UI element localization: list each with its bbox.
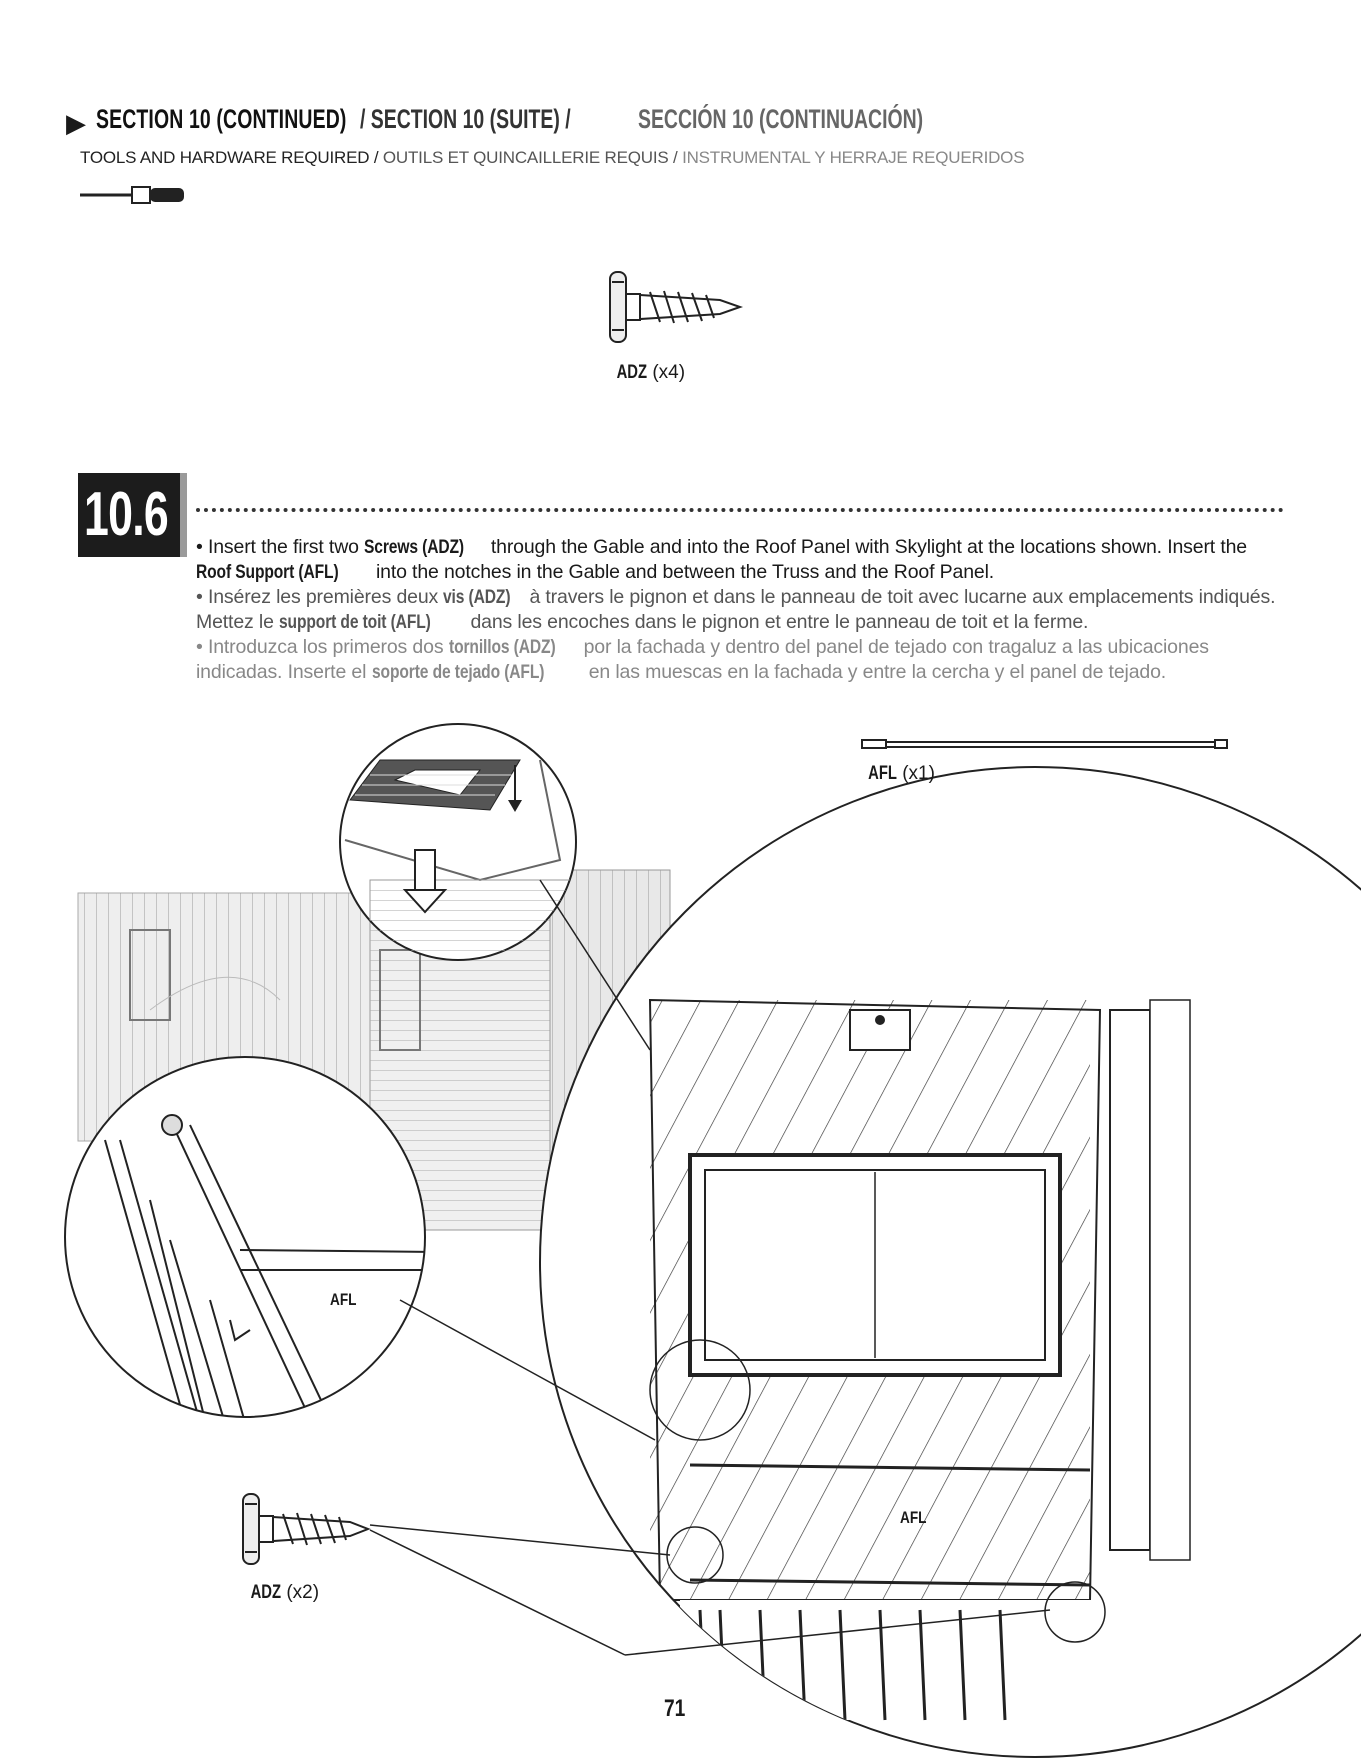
en-text-2: through the Gable and into the Roof Panel with Skylight at the locations shown. Insert the bbox=[485, 536, 1248, 558]
fr-bold-vis: vis (ADZ) bbox=[443, 586, 511, 608]
screw-icon-top bbox=[610, 272, 740, 342]
section-title-fr: SECTION 10 (SUITE) bbox=[370, 104, 560, 134]
fr-text-3: dans les encoches dans le pignon et entre le panneau de toit et la ferme. bbox=[465, 611, 1089, 633]
es-bold-soporte: soporte de tejado (AFL) bbox=[371, 661, 544, 683]
play-arrow-icon: ▶ bbox=[66, 108, 86, 139]
section-title-en: SECTION 10 (CONTINUED) bbox=[96, 104, 347, 134]
es-bold-tornillos: tornillos (ADZ) bbox=[448, 636, 556, 658]
fr-bold-support: support de toit (AFL) bbox=[279, 611, 431, 633]
tools-fr: OUTILS ET QUINCAILLERIE REQUIS bbox=[382, 148, 669, 167]
section-title-es: SECCIÓN 10 (CONTINUACIÓN) bbox=[638, 104, 924, 134]
part-code: ADZ bbox=[616, 362, 648, 383]
tools-sep-1: / bbox=[369, 148, 383, 167]
roof-support-rod-icon bbox=[862, 740, 1227, 748]
tools-es: INSTRUMENTAL Y HERRAJE REQUERIDOS bbox=[682, 148, 1025, 167]
tools-en: TOOLS AND HARDWARE REQUIRED bbox=[80, 148, 370, 167]
part-label-adz-bottom bbox=[242, 1582, 319, 1604]
part-label-afl bbox=[860, 763, 935, 785]
part-qty: (x4) bbox=[652, 362, 686, 383]
page-number: 71 bbox=[664, 1695, 686, 1722]
fr-text-2: à travers le pignon et dans le panneau de toit avec lucarne aux emplacements indiqués. Mettez le bbox=[196, 586, 1276, 633]
part-code: ADZ bbox=[250, 1582, 282, 1603]
part-code: AFL bbox=[868, 763, 897, 784]
en-text-1: • Insert the first two bbox=[196, 536, 365, 558]
es-text-3: en las muescas en la fachada y entre la cercha y el panel de tejado. bbox=[583, 661, 1167, 683]
es-text-1: • Introduzca los primeros dos bbox=[196, 636, 449, 658]
callout-afl-right: AFL bbox=[900, 1508, 927, 1527]
screw-icon-bottom bbox=[243, 1494, 368, 1564]
part-qty: (x2) bbox=[286, 1582, 320, 1603]
title-sep-2: / bbox=[559, 104, 571, 134]
fr-text-1: • Insérez les premières deux bbox=[196, 586, 444, 608]
part-qty: (x1) bbox=[902, 763, 935, 784]
callout-afl-left: AFL bbox=[330, 1290, 357, 1309]
tools-sep-2: / bbox=[668, 148, 683, 167]
title-sep-1: / bbox=[360, 104, 371, 134]
step-number: 10.6 bbox=[84, 480, 169, 549]
en-text-3: into the notches in the Gable and between the Truss and the Roof Panel. bbox=[370, 561, 995, 583]
part-label-adz-top bbox=[608, 362, 685, 384]
en-bold-roof-support: Roof Support (AFL) bbox=[196, 561, 339, 583]
en-bold-screws: Screws (ADZ) bbox=[364, 536, 465, 558]
screwdriver-icon bbox=[80, 187, 184, 203]
es-text-2: por la fachada y dentro del panel de tejado con tragaluz a las ubicaciones indicadas. Inserte el bbox=[196, 636, 1209, 683]
